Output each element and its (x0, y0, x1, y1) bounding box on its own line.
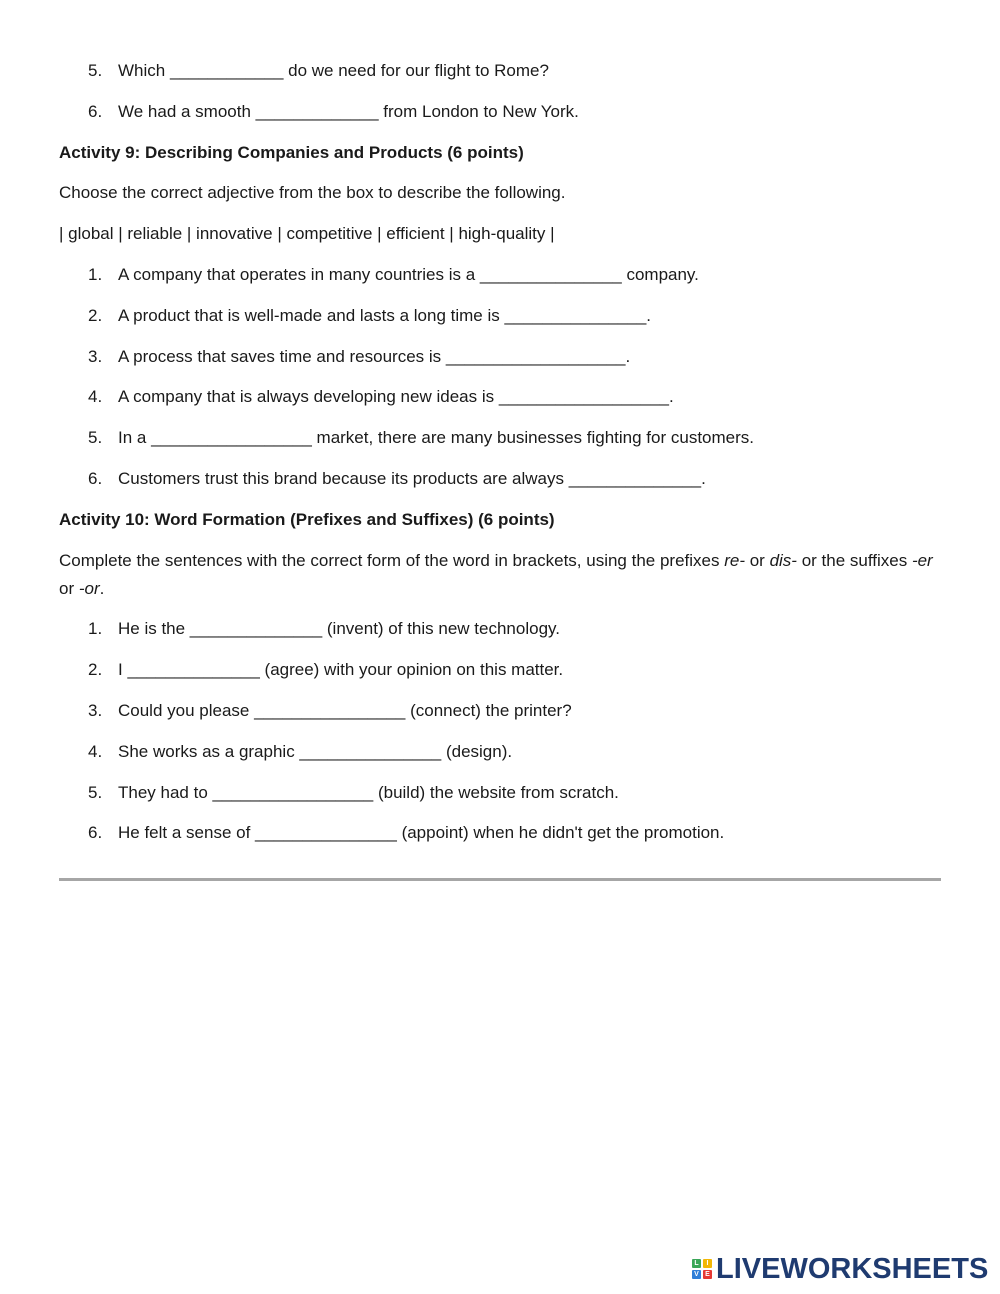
instruction-text: Complete the sentences with the correct form of the word in brackets, using the prefixes (59, 550, 725, 570)
list-item (59, 697, 941, 725)
list-item (59, 819, 941, 847)
item-number: 4. (88, 741, 103, 761)
logo-mark-tile: I (703, 1259, 712, 1268)
item-number: 5. (88, 782, 103, 802)
list-item (59, 57, 941, 85)
list-item (59, 738, 941, 766)
list-item (59, 615, 941, 643)
item-number: 6. (88, 823, 103, 843)
suffix-or: -or (78, 578, 100, 598)
prefix-dis: dis- (769, 550, 797, 570)
item-number: 5. (88, 61, 103, 80)
item-number: 3. (88, 346, 103, 366)
logo-mark-tile: E (703, 1270, 712, 1279)
logo-mark-tile: L (692, 1259, 701, 1268)
instruction-text: . (99, 578, 105, 598)
worksheet-page (59, 57, 941, 860)
instruction-text: or (745, 550, 770, 570)
list-item (59, 465, 941, 493)
item-text: We had a smooth _____________ from London to New York. (118, 101, 579, 121)
item-number: 3. (88, 700, 103, 720)
horizontal-divider (59, 878, 941, 881)
item-text: She works as a graphic _______________ (design). (118, 741, 513, 761)
item-text: Customers trust this brand because its products are always ______________. (118, 468, 706, 488)
item-text: In a _________________ market, there are many businesses fighting for customers. (118, 428, 754, 448)
item-number: 4. (88, 387, 103, 407)
suffix-er: -er (911, 550, 933, 570)
item-text: He felt a sense of _______________ (appoint) when he didn't get the promotion. (118, 823, 725, 843)
logo-mark-icon (692, 1259, 712, 1279)
list-item (59, 343, 941, 371)
activity-9-instruction: Choose the correct adjective from the box to describe the following. (59, 183, 566, 203)
item-number: 5. (88, 428, 103, 448)
prefix-re: re- (724, 550, 745, 570)
item-text: Which ____________ do we need for our flight to Rome? (118, 61, 549, 80)
activity-9-word-box: | global | reliable | innovative | competitive | efficient | high-quality | (59, 224, 555, 244)
instruction-text: or the suffixes (796, 550, 912, 570)
item-text: A company that operates in many countries is a _______________ company. (118, 264, 699, 284)
item-number: 1. (88, 619, 103, 639)
item-text: I ______________ (agree) with your opinion on this matter. (118, 660, 564, 680)
item-number: 2. (88, 305, 103, 325)
item-text: A product that is well-made and lasts a long time is _______________. (118, 305, 652, 325)
item-text: He is the ______________ (invent) of this new technology. (118, 619, 560, 639)
list-item (59, 424, 941, 452)
activity-10-instruction (59, 547, 941, 603)
item-text: A company that is always developing new ideas is __________________. (118, 387, 674, 407)
list-item (59, 779, 941, 807)
list-item (59, 261, 941, 289)
list-item (59, 383, 941, 411)
item-text: A process that saves time and resources is ___________________. (118, 346, 631, 366)
item-number: 6. (88, 468, 103, 488)
logo-mark-tile: V (692, 1270, 701, 1279)
item-number: 6. (88, 101, 103, 121)
list-item (59, 656, 941, 684)
list-item (59, 98, 941, 126)
item-number: 1. (88, 264, 103, 284)
list-item (59, 302, 941, 330)
logo-text: LIVEWORKSHEETS (716, 1252, 989, 1285)
item-number: 2. (88, 660, 103, 680)
item-text: Could you please ________________ (connect) the printer? (118, 700, 572, 720)
item-text: They had to _________________ (build) the website from scratch. (118, 782, 619, 802)
instruction-text: or (59, 578, 79, 598)
activity-9-heading: Activity 9: Describing Companies and Products (6 points) (59, 142, 524, 162)
liveworksheets-logo[interactable] (692, 1252, 988, 1286)
activity-10-heading: Activity 10: Word Formation (Prefixes and Suffixes) (6 points) (59, 509, 555, 529)
